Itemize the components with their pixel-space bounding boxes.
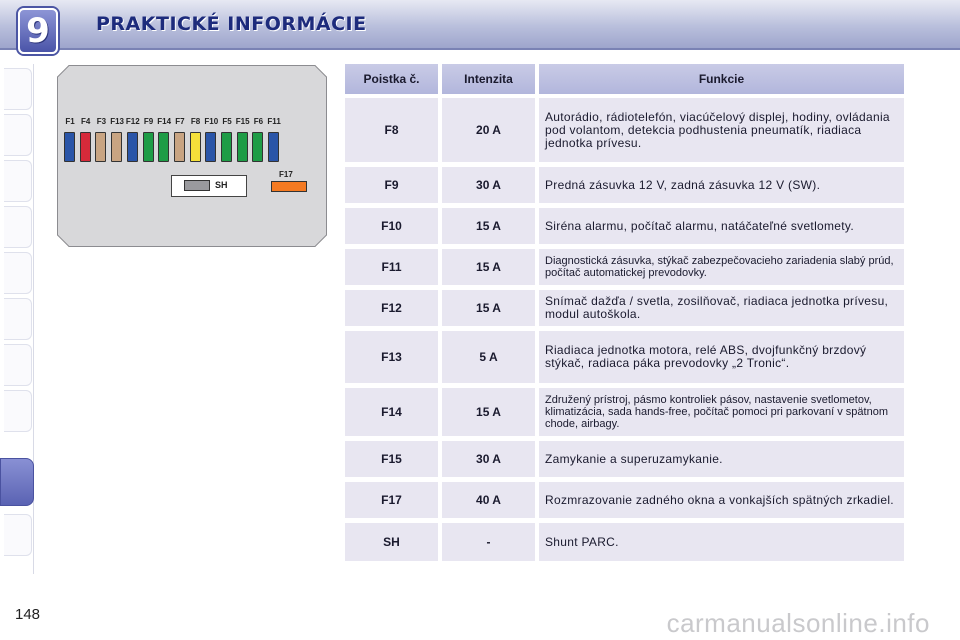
table-header <box>345 64 904 94</box>
fuse-label: F3 <box>96 117 107 126</box>
fuse <box>268 132 279 162</box>
header-amperage: Intenzita <box>442 64 535 94</box>
fuse-label: F10 <box>204 117 219 126</box>
function-cell: Snímač dažďa / svetla, zosilňovač, riadiaca jednotka prívesu, modul autoškola. <box>539 290 904 326</box>
amperage-cell: 15 A <box>442 388 535 436</box>
fuse <box>95 132 106 162</box>
fuse <box>190 132 201 162</box>
header-function: Funkcie <box>539 64 904 94</box>
fuse <box>80 132 91 162</box>
fuse-id-cell: SH <box>345 523 438 561</box>
page-number: 148 <box>15 606 41 623</box>
fuse-label: F6 <box>253 117 264 126</box>
amperage-cell: 15 A <box>442 208 535 244</box>
watermark: carmanualsonline.info <box>666 608 930 638</box>
chapter-tab[interactable] <box>4 114 32 156</box>
function-cell: Siréna alarmu, počítač alarmu, natáčateľné svetlomety. <box>539 208 904 244</box>
amperage-cell: 30 A <box>442 167 535 203</box>
function-cell: Diagnostická zásuvka, stýkač zabezpečovacieho zariadenia slabý prúd, počítač automatickej prevodovky. <box>539 249 904 285</box>
function-cell: Zamykanie a superuzamykanie. <box>539 441 904 477</box>
fuse <box>111 132 122 162</box>
function-cell: Autorádio, rádiotelefón, viacúčelový displej, hodiny, ovládania pod volantom, detekcia podhustenia pneumatík, riadiaca jednotka prívesu. <box>539 98 904 162</box>
fuse <box>237 132 248 162</box>
chapter-tab-active[interactable] <box>0 458 34 506</box>
fuse-label: F11 <box>267 117 281 126</box>
chapter-tab[interactable] <box>4 298 32 340</box>
fuse-id-cell: F17 <box>345 482 438 518</box>
chapter-badge <box>18 8 58 54</box>
amperage-cell: 15 A <box>442 249 535 285</box>
chapter-tab[interactable] <box>4 160 32 202</box>
chapter-number: 9 <box>26 11 50 51</box>
fuse <box>143 132 154 162</box>
table-row <box>345 331 904 383</box>
table-row <box>345 208 904 244</box>
function-cell: Shunt PARC. <box>539 523 904 561</box>
chapter-tab[interactable] <box>4 252 32 294</box>
fuse-label: F7 <box>175 117 185 126</box>
fuse <box>64 132 75 162</box>
chapter-tab[interactable] <box>4 206 32 248</box>
amperage-cell: - <box>442 523 535 561</box>
table-row <box>345 249 904 285</box>
chapter-tab[interactable] <box>4 344 32 386</box>
fuse-f17-label: F17 <box>279 170 293 179</box>
fuse-id-cell: F14 <box>345 388 438 436</box>
fuse-label: F12 <box>125 117 140 126</box>
function-cell: Združený prístroj, pásmo kontroliek pásov, nastavenie svetlometov, klimatizácia, sada hands-free, počítač pomoci pri parkovaní v spätnom chode, airbagy. <box>539 388 904 436</box>
shunt-label: SH <box>215 180 228 190</box>
fuse-id-cell: F15 <box>345 441 438 477</box>
fuse <box>221 132 232 162</box>
fuse <box>127 132 138 162</box>
fuse-label: F15 <box>235 117 250 126</box>
chapter-tab[interactable] <box>4 390 32 432</box>
fuse-label: F1 <box>65 117 75 126</box>
chapter-tab-strip <box>0 64 34 574</box>
function-cell: Predná zásuvka 12 V, zadná zásuvka 12 V (SW). <box>539 167 904 203</box>
fuse-id-cell: F11 <box>345 249 438 285</box>
fuse <box>158 132 169 162</box>
table-row <box>345 290 904 326</box>
chapter-tab[interactable] <box>4 68 32 110</box>
fuse-label: F8 <box>190 117 201 126</box>
table-row <box>345 441 904 477</box>
table-row <box>345 98 904 162</box>
table-row <box>345 167 904 203</box>
fuse-label: F13 <box>110 117 124 126</box>
function-cell: Riadiaca jednotka motora, relé ABS, dvojfunkčný brzdový stýkač, radiaca páka prevodovky „2 Tronic“. <box>539 331 904 383</box>
fuse-label: F9 <box>143 117 154 126</box>
fuse <box>252 132 263 162</box>
fuse-f17 <box>271 181 307 192</box>
fuse-label: F4 <box>81 117 91 126</box>
fuse-label: F5 <box>222 117 232 126</box>
shunt-plug <box>184 180 210 191</box>
amperage-cell: 20 A <box>442 98 535 162</box>
page-title: PRAKTICKÉ INFORMÁCIE <box>96 13 367 35</box>
fuse-label: F14 <box>157 117 172 126</box>
chapter-tab[interactable] <box>4 514 32 556</box>
table-row <box>345 482 904 518</box>
amperage-cell: 30 A <box>442 441 535 477</box>
fuse-id-cell: F8 <box>345 98 438 162</box>
header-fuse: Poistka č. <box>345 64 438 94</box>
fuse-id-cell: F12 <box>345 290 438 326</box>
fuse-id-cell: F13 <box>345 331 438 383</box>
table-row <box>345 388 904 436</box>
table-row <box>345 523 904 561</box>
amperage-cell: 40 A <box>442 482 535 518</box>
fuse <box>174 132 185 162</box>
amperage-cell: 15 A <box>442 290 535 326</box>
amperage-cell: 5 A <box>442 331 535 383</box>
fuse-id-cell: F9 <box>345 167 438 203</box>
fuse-id-cell: F10 <box>345 208 438 244</box>
function-cell: Rozmrazovanie zadného okna a vonkajších spätných zrkadiel. <box>539 482 904 518</box>
fuse <box>205 132 216 162</box>
